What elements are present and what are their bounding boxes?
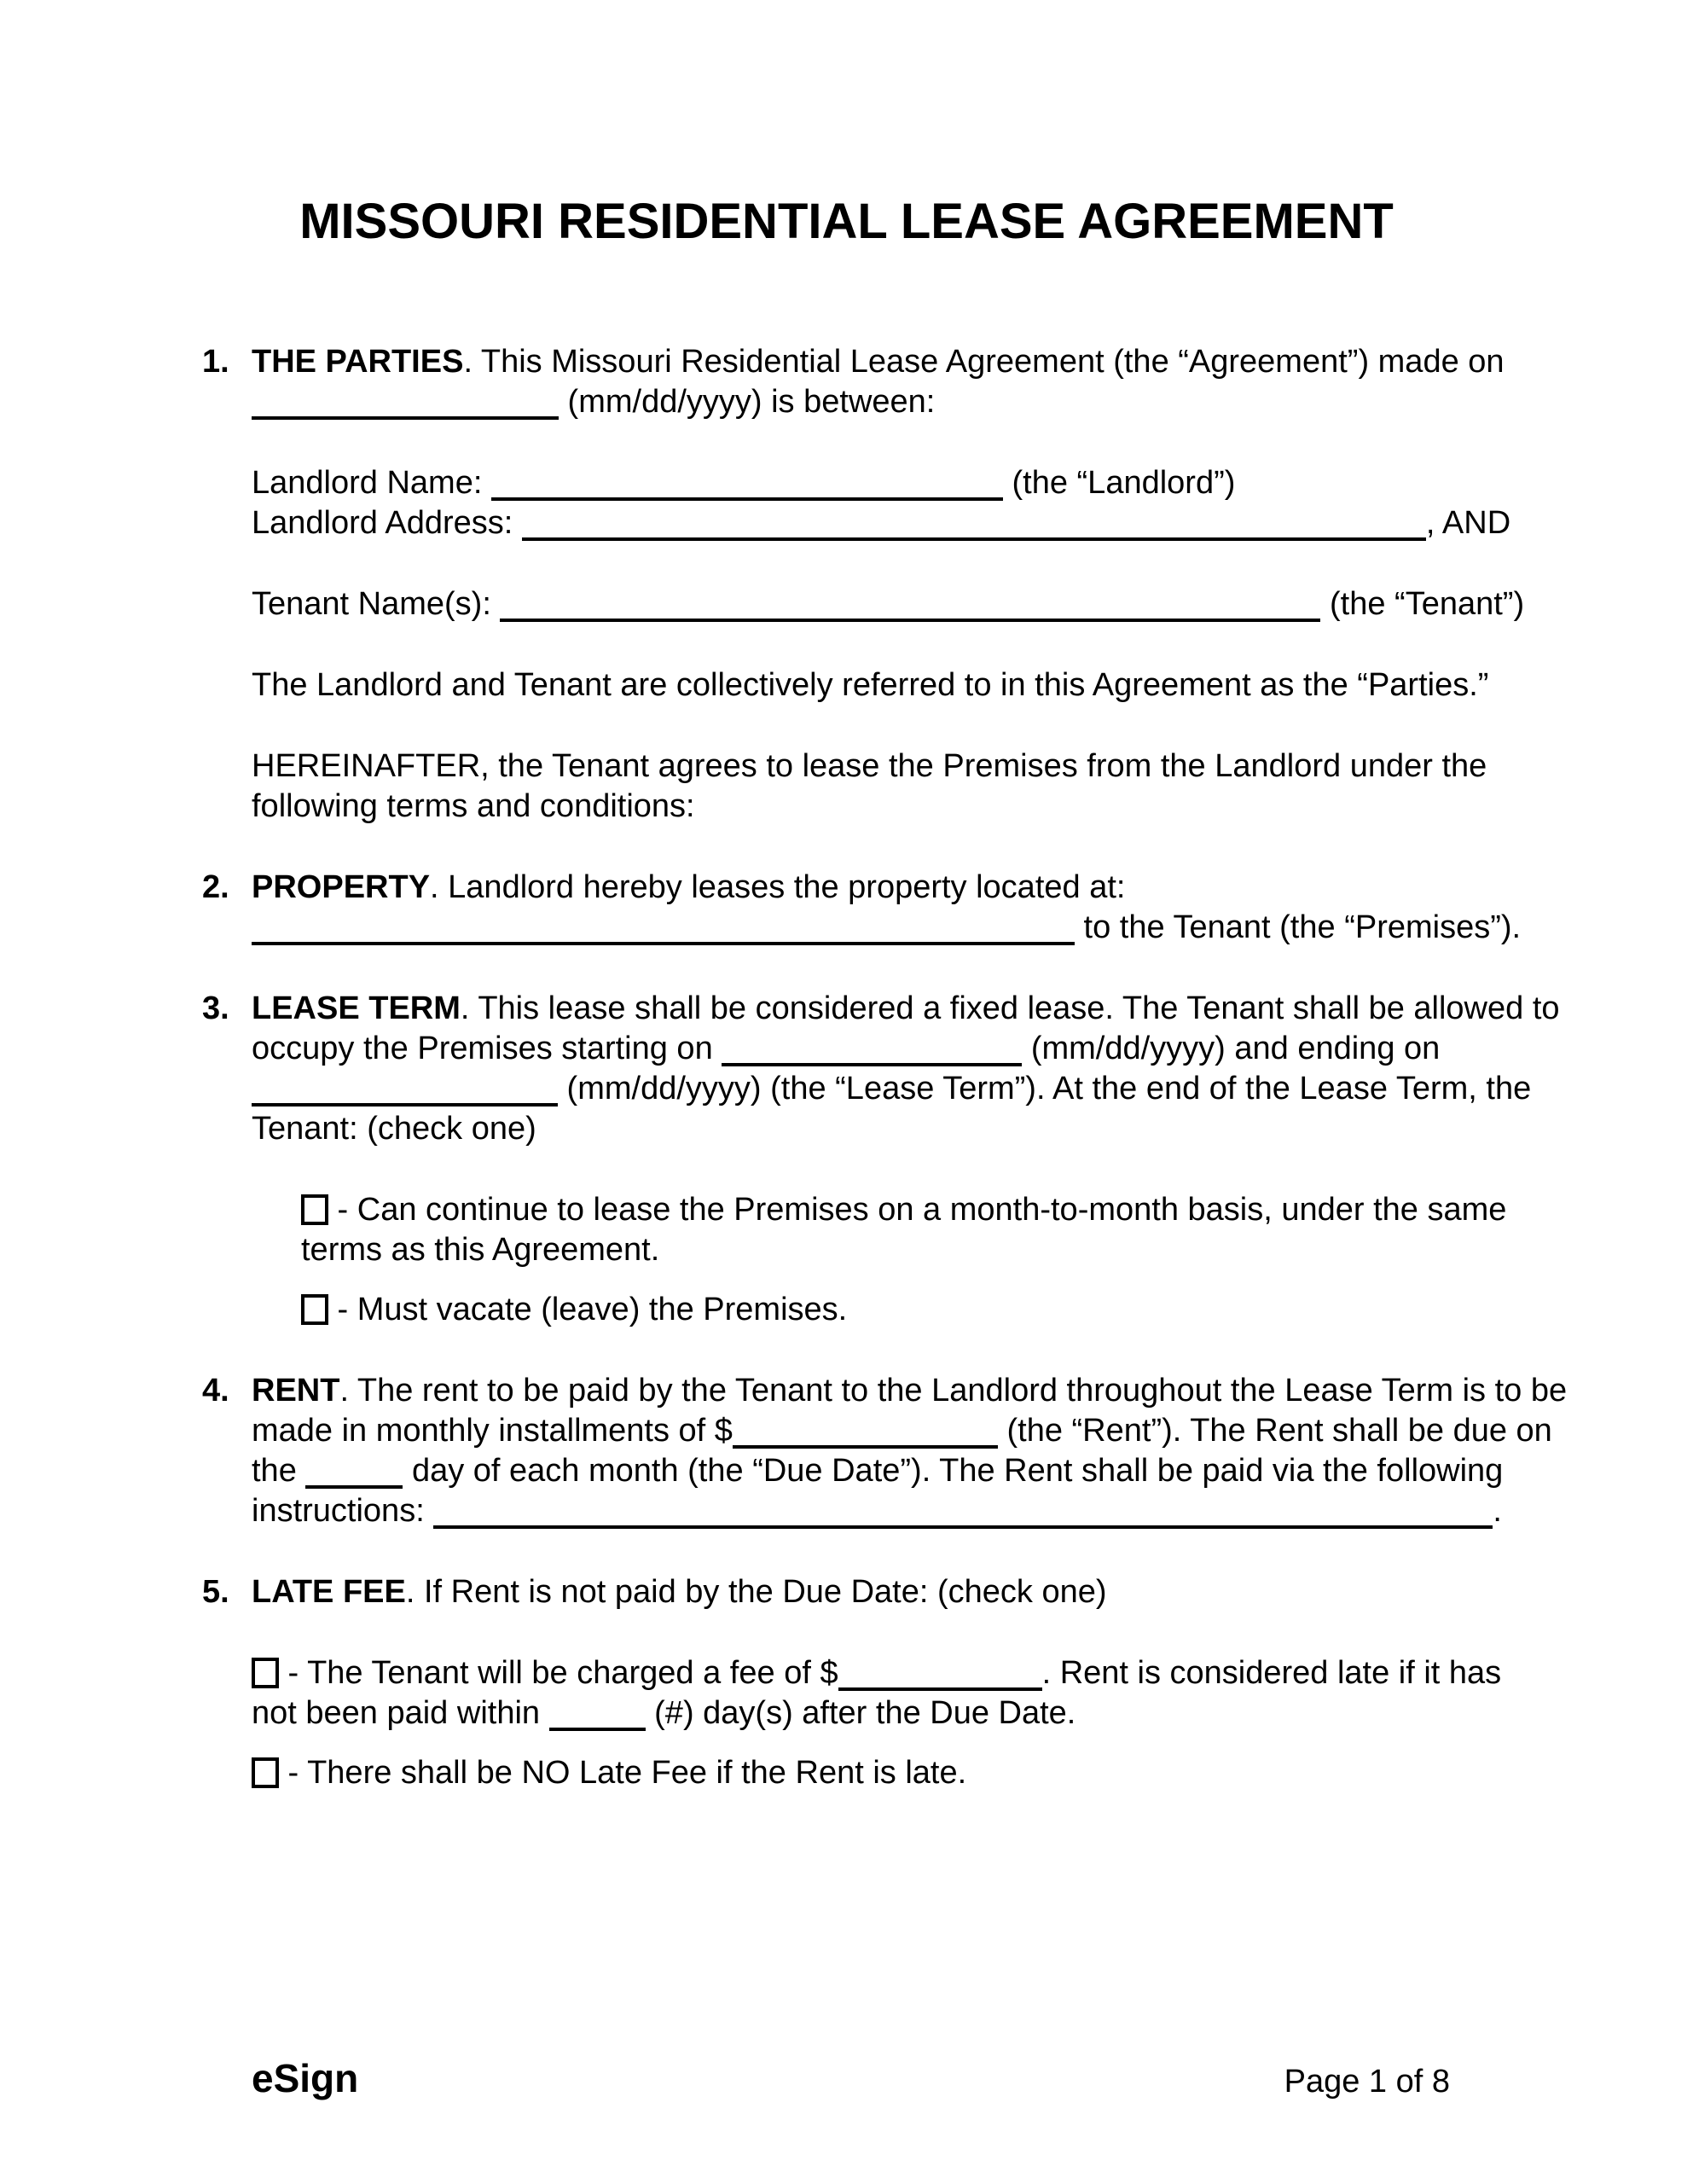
text-run: - There shall be NO Late Fee if the Rent is late.	[279, 1755, 967, 1791]
text-run: occupy the Premises starting on	[252, 1031, 722, 1066]
text-run: Tenant: (check one)	[252, 1111, 536, 1147]
esign-logo: eSign	[252, 2056, 359, 2100]
text-line	[252, 1653, 1539, 1693]
section-label: PROPERTY	[252, 869, 431, 905]
text-run: made in monthly installments of $	[252, 1413, 733, 1449]
text-run: - Can continue to lease the Premises on a month-to-month basis, under the same	[328, 1192, 1507, 1228]
section-label: THE PARTIES	[252, 344, 464, 380]
text-line	[252, 382, 1539, 422]
text-run: following terms and conditions:	[252, 788, 695, 824]
text-run: instructions:	[252, 1493, 434, 1529]
document-title: MISSOURI RESIDENTIAL LEASE AGREEMENT	[299, 194, 1394, 249]
text-run: - Must vacate (leave) the Premises.	[328, 1292, 848, 1327]
rent-due-day-field[interactable]	[305, 1475, 403, 1489]
text-run: (the “Landlord”)	[1002, 465, 1236, 501]
text-line	[252, 1371, 1568, 1411]
section-number: 2.	[202, 869, 229, 905]
property-address-field[interactable]	[252, 932, 1075, 945]
text-run: (mm/dd/yyyy) (the “Lease Term”). At the end of the Lease Term, the	[558, 1071, 1532, 1107]
text-line	[252, 1029, 1539, 1069]
late-fee-amount-field[interactable]	[838, 1677, 1042, 1691]
paragraph	[252, 1572, 1539, 1612]
text-line	[252, 1572, 1539, 1612]
text-run: HEREINAFTER, the Tenant agrees to lease the Premises from the Landlord under the	[252, 748, 1487, 784]
text-run: (#) day(s) after the Due Date.	[645, 1695, 1076, 1731]
renew-month-to-month-checkbox[interactable]	[301, 1194, 328, 1225]
text-run: - The Tenant will be charged a fee of $	[279, 1655, 838, 1691]
text-run: Landlord Name:	[252, 465, 491, 501]
text-line	[252, 746, 1539, 787]
text-line	[252, 908, 1539, 948]
text-run: (the “Tenant”)	[1320, 586, 1525, 622]
lease-start-date-field[interactable]	[722, 1053, 1022, 1066]
checkbox-option	[252, 1653, 1539, 1734]
text-line	[252, 1411, 1552, 1451]
text-run: Tenant Name(s):	[252, 586, 501, 622]
section-label: LEASE TERM	[252, 990, 461, 1026]
text-run: . If Rent is not paid by the Due Date: (check one)	[405, 1574, 1107, 1610]
paragraph	[252, 584, 1539, 624]
text-line	[252, 463, 1539, 503]
text-line	[252, 1451, 1539, 1491]
late-fee-charged-checkbox[interactable]	[252, 1658, 279, 1688]
page-number: Page 1 of 8	[1284, 2064, 1450, 2100]
tenant-names-field[interactable]	[500, 608, 1320, 622]
text-run: . This Missouri Residential Lease Agreement (the “Agreement”) made on	[463, 344, 1505, 380]
paragraph	[252, 665, 1539, 706]
section-label: RENT	[252, 1373, 340, 1409]
must-vacate-checkbox[interactable]	[301, 1294, 328, 1325]
text-run: Landlord Address:	[252, 505, 522, 541]
text-run: to the Tenant (the “Premises”).	[1075, 909, 1522, 945]
landlord-address-field[interactable]	[522, 527, 1426, 541]
section-label: LATE FEE	[252, 1574, 406, 1610]
text-line	[252, 1753, 1539, 1793]
section-number: 5.	[202, 1574, 229, 1610]
paragraph	[252, 342, 1539, 422]
text-run: terms as this Agreement.	[301, 1232, 660, 1268]
checkbox-option	[252, 1753, 1539, 1793]
section-4	[202, 1371, 1568, 1531]
rent-amount-field[interactable]	[733, 1435, 998, 1449]
text-run: the	[252, 1453, 306, 1489]
text-line	[301, 1290, 1539, 1330]
paragraph	[252, 989, 1560, 1149]
paragraph	[252, 1371, 1568, 1531]
text-line	[252, 1069, 1539, 1109]
text-line	[252, 1693, 1539, 1734]
late-fee-days-field[interactable]	[549, 1717, 646, 1731]
text-run: (mm/dd/yyyy) is between:	[559, 384, 936, 420]
section-1	[202, 342, 1539, 827]
text-run: , AND	[1425, 505, 1511, 541]
text-line	[252, 342, 1539, 382]
text-run: not been paid within	[252, 1695, 549, 1731]
checkbox-option	[301, 1290, 1539, 1330]
payment-instructions-field[interactable]	[433, 1515, 1493, 1529]
text-line	[252, 1491, 1539, 1531]
text-run: . Rent is considered late if it has	[1041, 1655, 1502, 1691]
text-line	[252, 868, 1539, 908]
text-line	[252, 1109, 1539, 1149]
page-footer	[252, 2054, 1450, 2106]
text-line	[301, 1230, 1539, 1270]
text-run: .	[1493, 1493, 1502, 1529]
text-run: day of each month (the “Due Date”). The Rent shall be paid via the following	[403, 1453, 1504, 1489]
text-line	[252, 989, 1560, 1029]
text-line	[252, 584, 1539, 624]
landlord-name-field[interactable]	[491, 487, 1003, 501]
document-body	[202, 342, 1568, 1793]
text-run: The Landlord and Tenant are collectively referred to in this Agreement as the “Parties.”	[252, 667, 1489, 703]
checkbox-option	[301, 1190, 1539, 1270]
no-late-fee-checkbox[interactable]	[252, 1757, 279, 1788]
text-line	[252, 503, 1539, 543]
text-line	[252, 665, 1539, 706]
section-number: 4.	[202, 1373, 229, 1409]
text-line	[301, 1190, 1539, 1230]
paragraph	[252, 746, 1539, 827]
paragraph	[252, 463, 1539, 543]
agreement-date-field[interactable]	[252, 406, 559, 420]
section-3	[202, 989, 1560, 1330]
text-run: (mm/dd/yyyy) and ending on	[1022, 1031, 1441, 1066]
lease-end-date-field[interactable]	[252, 1093, 558, 1107]
section-number: 1.	[202, 344, 229, 380]
section-number: 3.	[202, 990, 229, 1026]
section-2	[202, 868, 1539, 948]
text-run: . Landlord hereby leases the property located at:	[430, 869, 1126, 905]
text-line	[252, 787, 1539, 827]
text-run: . The rent to be paid by the Tenant to the Landlord throughout the Lease Term is to be	[339, 1373, 1568, 1409]
section-5	[202, 1572, 1539, 1793]
text-run: . This lease shall be considered a fixed lease. The Tenant shall be allowed to	[460, 990, 1560, 1026]
paragraph	[252, 868, 1539, 948]
text-run: (the “Rent”). The Rent shall be due on	[997, 1413, 1552, 1449]
